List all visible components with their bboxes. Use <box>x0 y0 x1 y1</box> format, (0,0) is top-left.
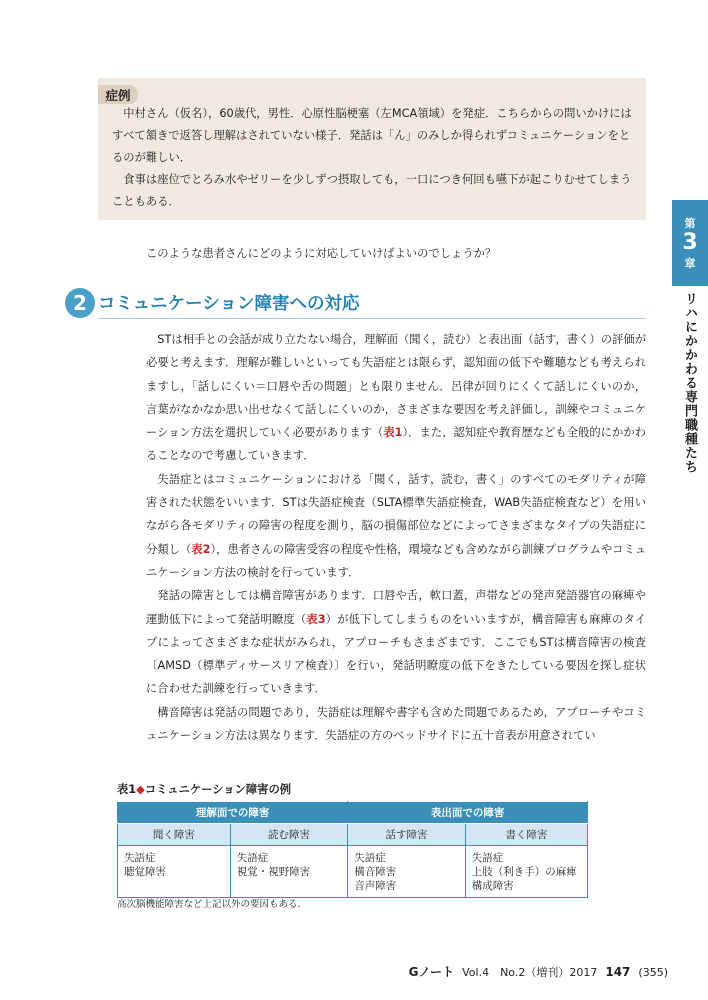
table-row <box>118 846 588 898</box>
table-caption-number: 表1 <box>117 783 137 796</box>
case-paragraph-1: 中村さん（仮名），60歳代，男性．心原性脳梗塞（左MCA領域）を発症．こちらからの問いかけにはすべて頷きで返答し理解はされていない様子．発話は「ん」のみしか得られずコミュニケーションをとるのが難しい． <box>112 107 632 164</box>
page-number: 147 <box>605 965 631 979</box>
chapter-tab-prefix: 第 <box>684 217 696 230</box>
table-cell <box>348 846 466 898</box>
table-ref-link[interactable]: 表1 <box>383 426 403 440</box>
table-cell-line: 失語症 <box>124 852 156 864</box>
table-column-header: 読む障害 <box>230 824 348 846</box>
chapter-tab-number: 3 <box>682 230 698 255</box>
table-column-header: 話す障害 <box>348 824 466 846</box>
section-title: コミュニケーション障害への対応 <box>98 294 360 314</box>
case-tag: 症例 <box>98 85 138 104</box>
journal-name: Gノート <box>408 965 455 979</box>
case-paragraph-2: 食事は座位でとろみ水やゼリーを少しずつ摂取しても，一口につき何回も嚥下が起こりむせてしまうこともある． <box>112 173 632 208</box>
table-cell-line: 視覚・視野障害 <box>236 866 311 878</box>
table-cell-line: 音声障害 <box>354 880 397 892</box>
section-divider <box>98 318 646 319</box>
question-text: このような患者さんにどのように対応していけばよいのでしょうか？ <box>146 247 497 260</box>
table-group-header-row <box>118 802 588 824</box>
chapter-tab[interactable] <box>672 200 708 286</box>
table-ref-link[interactable]: 表3 <box>306 612 326 626</box>
table-cell <box>118 846 231 898</box>
communication-disorder-table <box>117 801 588 898</box>
diamond-icon: ◆ <box>136 783 145 796</box>
journal-issue: Vol.4 No.2（増刊）2017 <box>462 966 598 979</box>
body-paragraph-3 <box>146 584 646 700</box>
table-cell-line: 失語症 <box>354 852 386 864</box>
table-column-header-row <box>118 824 588 846</box>
body-paragraph-4: 構音障害は発話の問題であり，失語症は理解や書字も含めた問題であるため，アプローチやコミュニケーション方法は異なります．失語症の方のベッドサイドに五十音表が用意されてい <box>146 705 646 743</box>
table-cell-line: 構音障害 <box>354 866 397 878</box>
table-cell <box>230 846 348 898</box>
section-number-badge: 2 <box>65 288 95 318</box>
body-text-span: 失語症とはコミュニケーションにおける「聞く，話す，読む，書く」のすべてのモダリティが障害された状態をいいます．STは失語症検査（SLTA標準失語症検査，WAB失語症検査など）を用いながら各モダリティの障害の程度を測り，脳の損傷部位などによってさまざまなタイプの失語症に分類し（ <box>146 472 646 556</box>
chapter-label: リハにかかわる専門職種たち <box>682 292 697 474</box>
table-column-header: 書く障害 <box>465 824 587 846</box>
chapter-tab-suffix: 章 <box>684 257 696 270</box>
table-caption-text: コミュニケーション障害の例 <box>144 783 292 796</box>
case-text <box>112 103 634 213</box>
table-note: 高次脳機能障害など上記以外の要因もある． <box>117 899 308 910</box>
table-caption <box>117 781 291 797</box>
body-text-span: ）．また，認知症や教育歴なども全般的にかかわることなので考慮していきます． <box>146 426 646 463</box>
table-cell-line: 失語症 <box>236 852 269 864</box>
body-text-span: 発話の障害としては構音障害があります．口唇や舌，軟口蓋，声帯などの発声発語器官の麻痺や運動低下によって発話明瞭度（ <box>146 589 646 626</box>
table-cell-line: 失語症 <box>471 852 504 864</box>
body-text-span: STは相手との会話が成り立たない場合，理解面（聞く，読む）と表出面（話す，書く）の評価が必要と考えます．理解が難しいといっても失語症とは限らず，認知面の低下や難聴なども考えられますし，「話しにくい＝口唇や舌の問題」とも限りません．呂律が回りにくくて話しにくいのか，言葉がなかなか思い出せなくて話しにくいのか，さまざまな要因を考え評価し，訓練やコミュニケーション方法を選択していく必要があります（ <box>146 333 646 440</box>
total-page-number: (355) <box>638 966 668 979</box>
body-text <box>146 328 646 747</box>
table-column-header: 聞く障害 <box>118 824 231 846</box>
body-text-span: ）が低下してしまうものをいいますが，構音障害も麻痺のタイプによってさまざまな症状がみられ，アプローチもさまざまです．ここでもSTは構音障害の検査〔AMSD（標準ディサースリア検査）〕を行い，発話明瞭度の低下をきたしている要因を探し症状に合わせた訓練を行っていきます． <box>146 612 646 696</box>
body-paragraph-2 <box>146 468 646 584</box>
table-group-header: 理解面での障害 <box>118 802 348 824</box>
table-cell-line: 聴覚障害 <box>124 866 166 878</box>
page-footer <box>409 963 668 980</box>
table-ref-link[interactable]: 表2 <box>191 542 211 556</box>
body-paragraph-1 <box>146 328 646 468</box>
body-text-span: ），患者さんの障害受容の程度や性格，環境なども含めながら訓練プログラムやコミュニケーション方法の検討を行っています． <box>146 542 646 579</box>
table-cell-line: 上肢（利き手）の麻痺 <box>471 866 577 878</box>
table-cell-line: 構成障害 <box>471 880 514 892</box>
table-cell <box>465 846 587 898</box>
table-group-header: 表出面での障害 <box>348 802 588 824</box>
